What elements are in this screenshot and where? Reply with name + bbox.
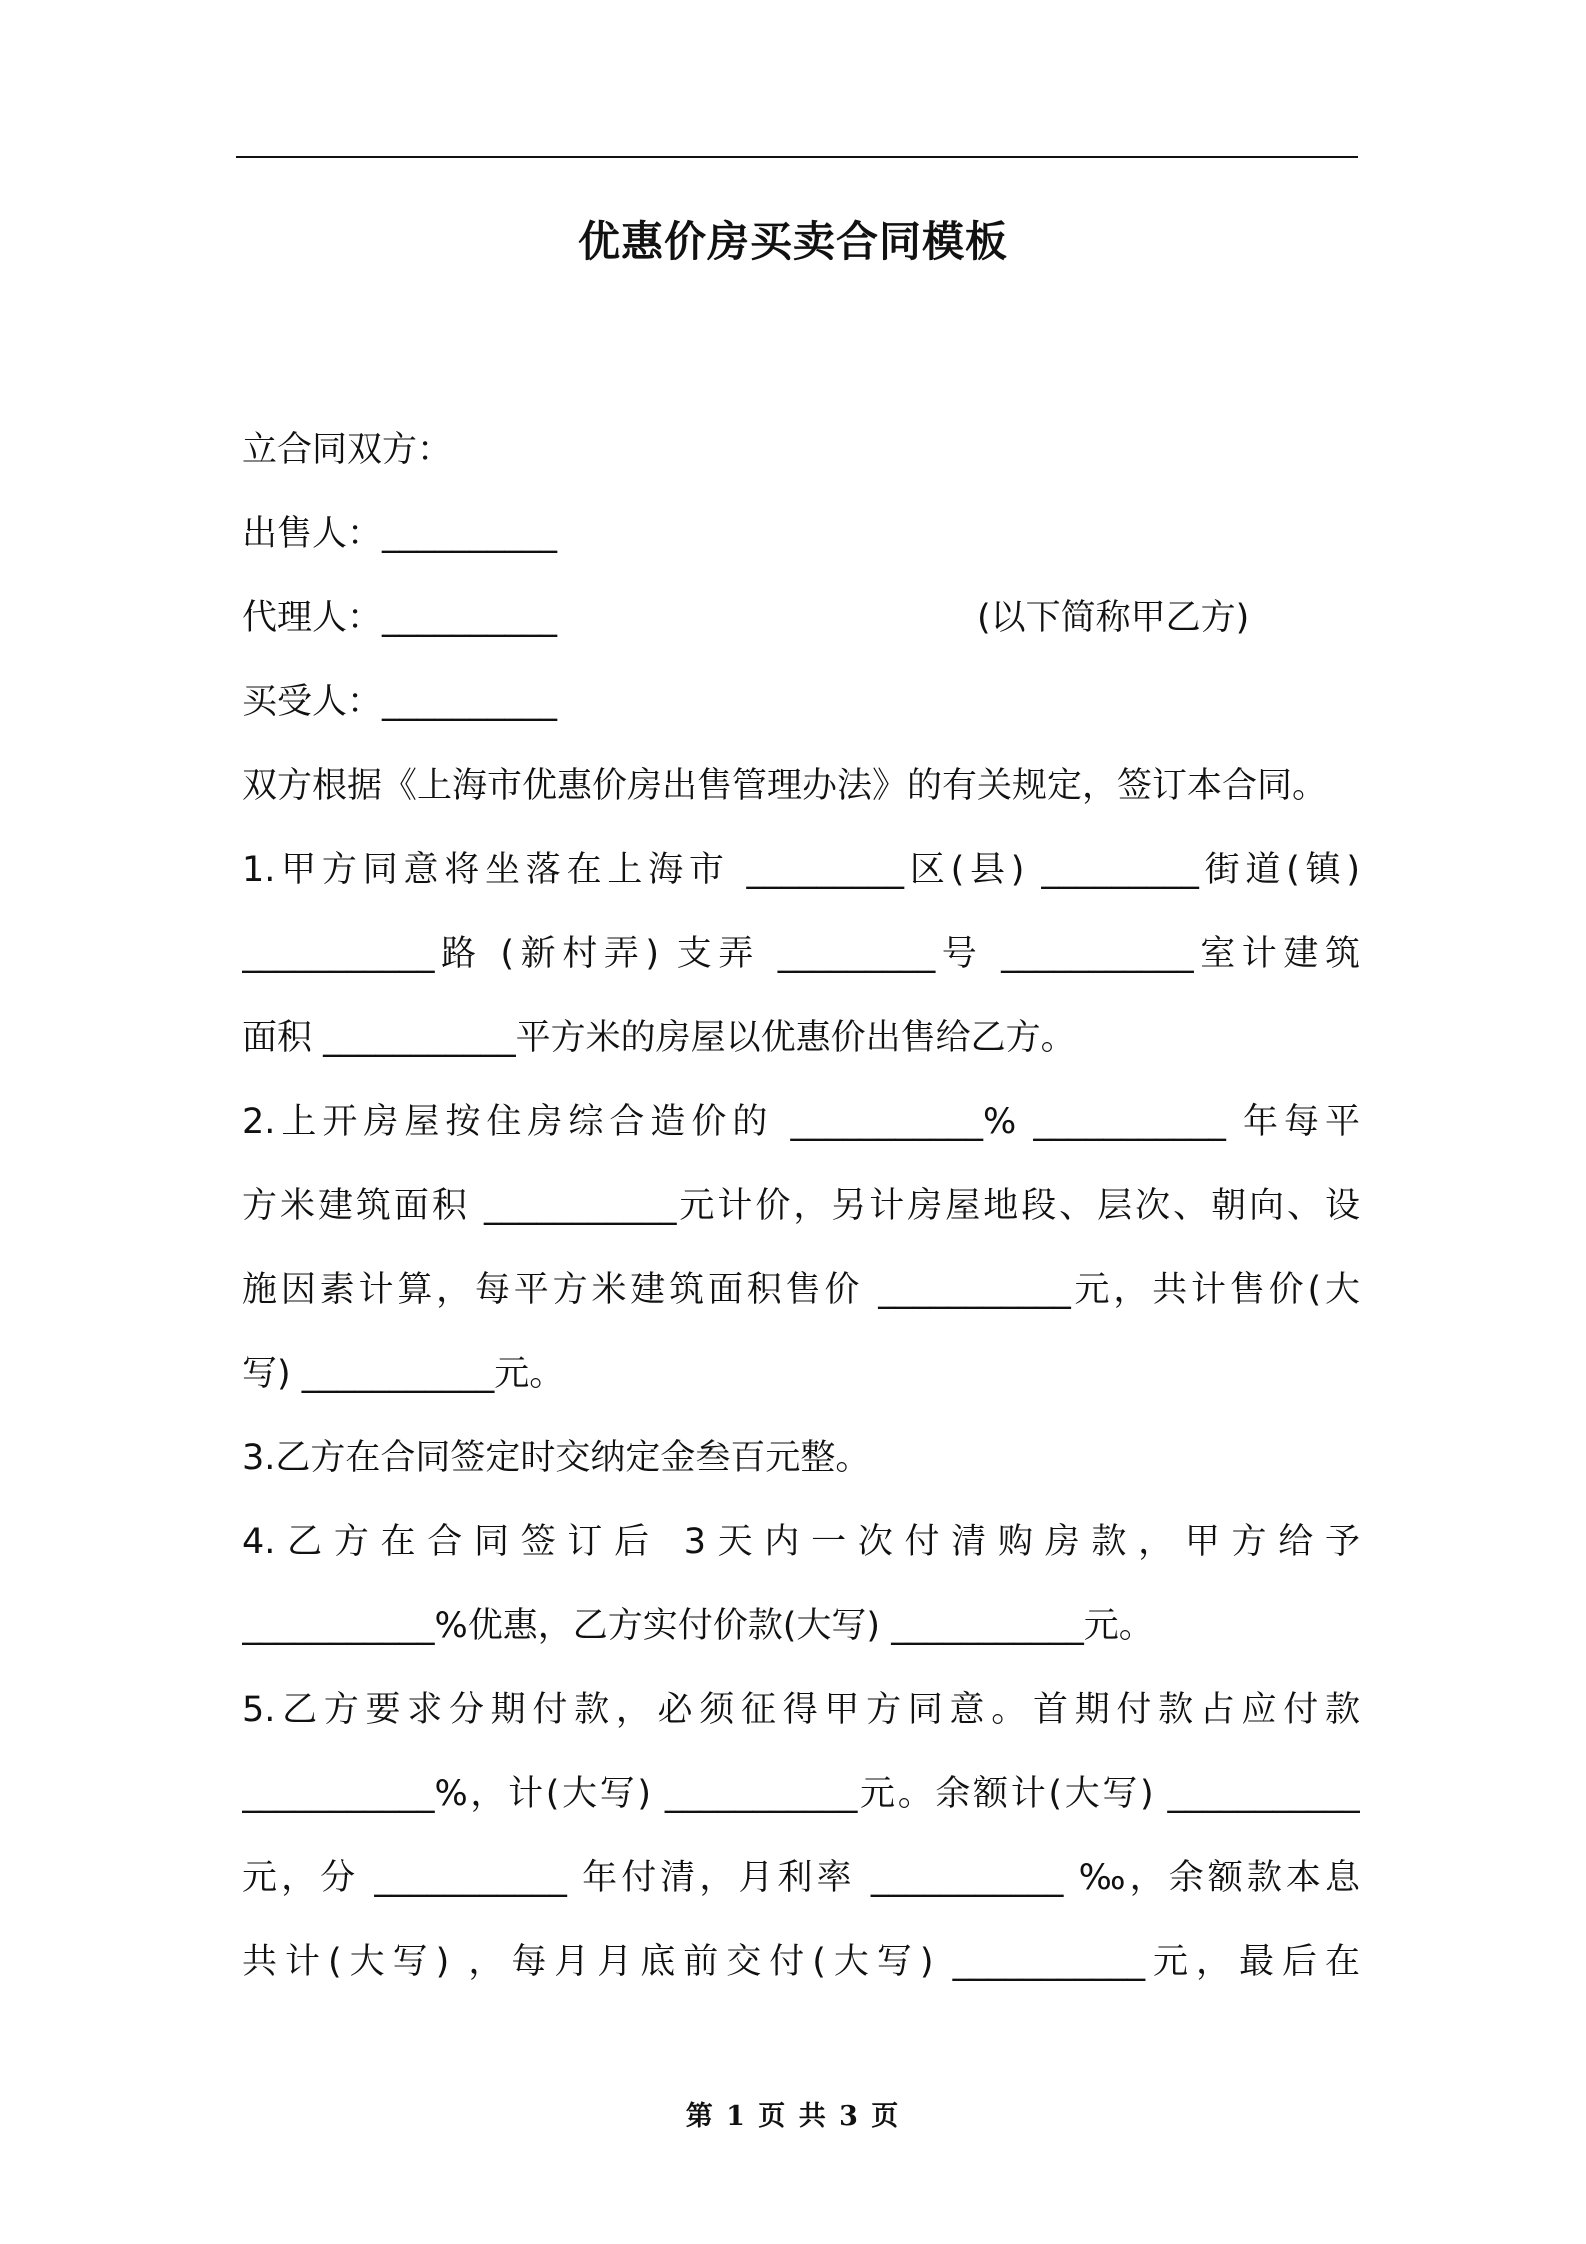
clause-4-line-1: 4.乙方在合同签订后 3天内一次付清购房款，甲方给予 [242,1522,1360,1562]
clause-5-line-4: 共计(大写) ，每月月底前交付(大写) ___________元，最后在 [242,1942,1360,1982]
clause-2-line-3: 施因素计算，每平方米建筑面积售价 ___________元，共计售价(大 [242,1270,1360,1310]
party-note: (以下简称甲乙方) [977,598,1250,638]
clause-4-line-2: ___________%优惠，乙方实付价款(大写) ___________元。 [242,1606,1154,1646]
seller-line: 出售人：__________ [242,514,558,554]
clause-2-line-4: 写) ___________元。 [242,1354,565,1394]
document-title: 优惠价房买卖合同模板 [577,217,1008,266]
clause-5-line-1: 5.乙方要求分期付款，必须征得甲方同意。首期付款占应付款 [242,1690,1360,1730]
page-footer: 第 1 页 共 3 页 [685,2101,901,2132]
clause-3-line: 3.乙方在合同签定时交纳定金叁百元整。 [242,1438,871,1478]
contract-body [242,408,1360,2004]
clause-2-line-1: 2.上开房屋按住房综合造价的 ___________% ___________ 年每平 [242,1102,1360,1142]
clause-2-line-2: 方米建筑面积 ___________元计价，另计房屋地段、层次、朝向、设 [242,1186,1360,1226]
buyer-line: 买受人：__________ [242,682,558,722]
clause-5-line-3: 元，分 ___________ 年付清，月利率 ___________ ‰，余额款本息 [242,1858,1360,1898]
agent-row [242,576,1360,660]
clause-5-line-2: ___________%，计(大写) ___________元。余额计(大写) ___________ [242,1774,1360,1814]
clause-1-line-2: ___________路 (新村弄) 支弄 _________号 ___________室计建筑 [242,934,1360,974]
header-rule [236,156,1358,158]
clause-1-line-3: 面积 ___________平方米的房屋以优惠价出售给乙方。 [242,1018,1076,1058]
clause-1-line-1: 1.甲方同意将坐落在上海市 _________区(县) _________街道(镇) [242,850,1360,890]
basis-line: 双方根据《上海市优惠价房出售管理办法》的有关规定，签订本合同。 [242,766,1328,806]
agent-line: 代理人：__________ [242,598,558,638]
intro-line: 立合同双方： [242,430,453,470]
